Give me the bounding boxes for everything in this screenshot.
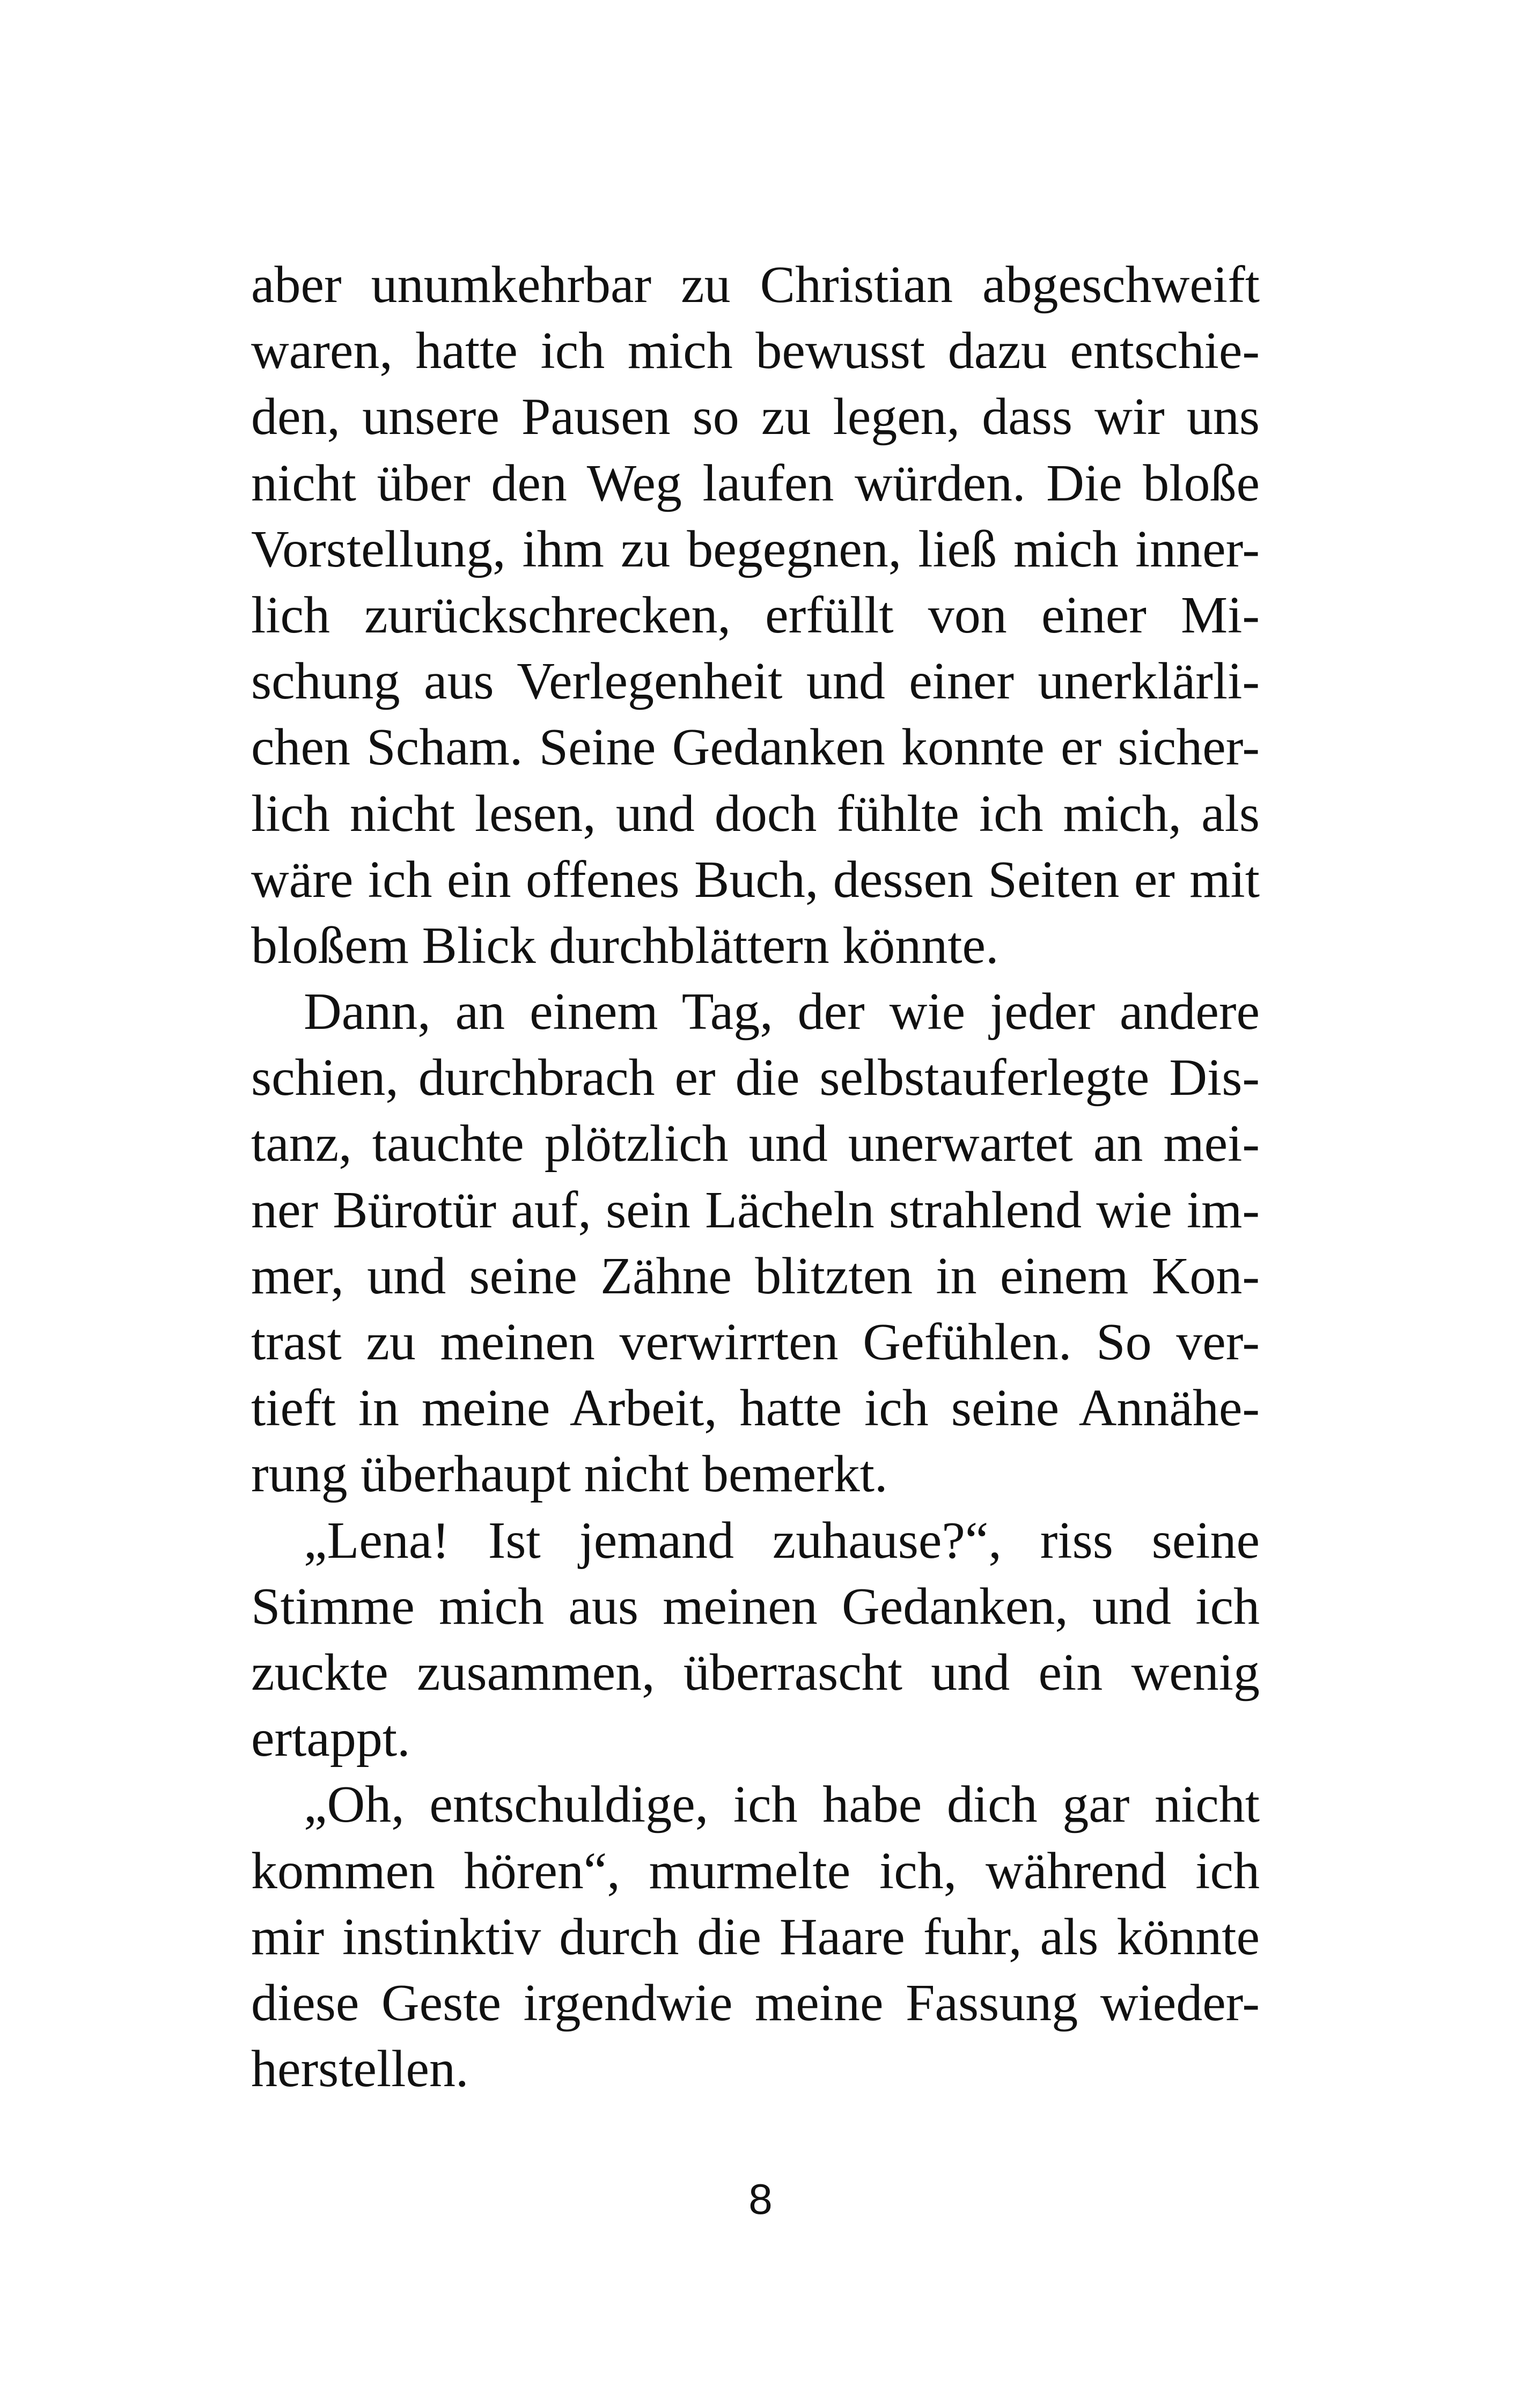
text-line: Vorstellung, ihm zu begegnen, ließ mich inner- <box>251 520 1260 578</box>
text-line: chen Scham. Seine Gedanken konnte er sicher- <box>251 718 1260 777</box>
text-line: lich nicht lesen, und doch fühlte ich mich, als <box>251 784 1260 843</box>
text-line: „Lena! Ist jemand zuhause?“, riss seine <box>304 1511 1260 1570</box>
text-line: tanz, tauchte plötzlich und unerwartet an mei- <box>251 1115 1260 1173</box>
text-line: „Oh, entschuldige, ich habe dich gar nicht <box>304 1776 1260 1834</box>
text-line: rung überhaupt nicht bemerkt. <box>251 1445 888 1504</box>
text-line: lich zurückschrecken, erfüllt von einer Mi- <box>251 586 1260 644</box>
text-line: waren, hatte ich mich bewusst dazu entschie- <box>251 322 1260 380</box>
text-line: mir instinktiv durch die Haare fuhr, als könnte <box>251 1908 1260 1966</box>
text-line: schien, durchbrach er die selbstauferlegte Dis- <box>251 1049 1260 1107</box>
text-line: zuckte zusammen, überrascht und ein wenig <box>251 1643 1260 1702</box>
text-line: Dann, an einem Tag, der wie jeder andere <box>304 983 1260 1041</box>
body-text <box>251 252 1260 2102</box>
text-line: kommen hören“, murmelte ich, während ich <box>251 1842 1260 1900</box>
text-line: ner Bürotür auf, sein Lächeln strahlend wie im- <box>251 1181 1260 1239</box>
text-line: herstellen. <box>251 2040 469 2098</box>
text-line: ertappt. <box>251 1710 410 1768</box>
text-line: aber unumkehrbar zu Christian abgeschweift <box>251 256 1260 314</box>
text-line: den, unsere Pausen so zu legen, dass wir uns <box>251 388 1260 446</box>
text-line: tieft in meine Arbeit, hatte ich seine Annähe- <box>251 1379 1260 1438</box>
text-line: diese Geste irgendwie meine Fassung wieder- <box>251 1973 1260 2032</box>
text-line: Stimme mich aus meinen Gedanken, und ich <box>251 1577 1260 1636</box>
text-line: mer, und seine Zähne blitzten in einem Kon- <box>251 1247 1260 1305</box>
text-line: nicht über den Weg laufen würden. Die bloße <box>251 454 1260 512</box>
text-line: schung aus Verlegenheit und einer unerklärli- <box>251 652 1260 711</box>
text-line: bloßem Blick durchblättern könnte. <box>251 916 999 975</box>
text-line: wäre ich ein offenes Buch, dessen Seiten er mit <box>251 850 1260 909</box>
text-line: trast zu meinen verwirrten Gefühlen. So ver- <box>251 1313 1260 1371</box>
page-number: 8 <box>748 2175 773 2223</box>
